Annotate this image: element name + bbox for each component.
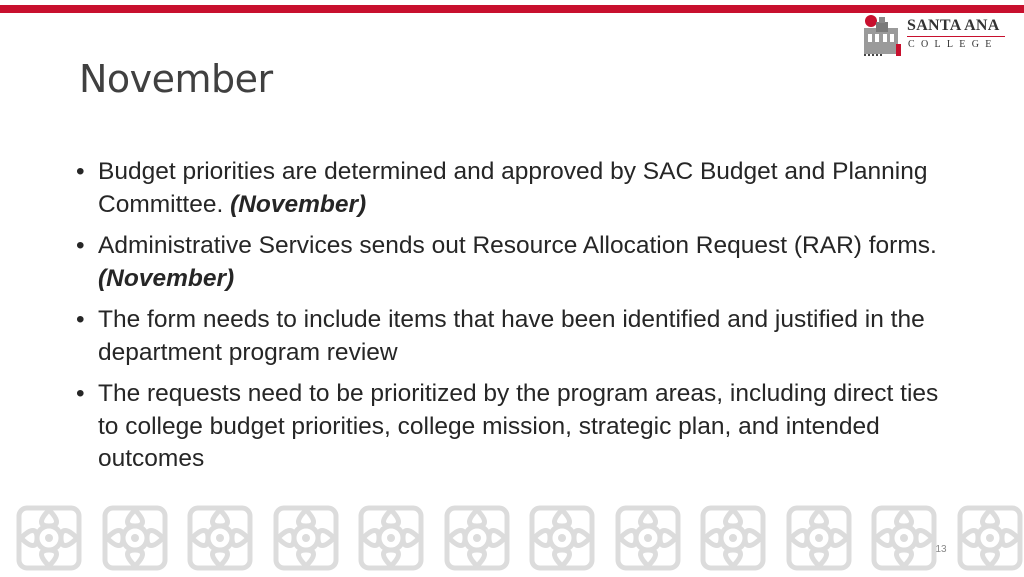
- bullet-item: [76, 378, 956, 476]
- top-accent-bar: [0, 5, 1024, 13]
- decorative-tile-icon: [870, 504, 938, 572]
- bullet-text: The form needs to include items that have been identified and justified in the department program review: [98, 306, 925, 366]
- decorative-footer-pattern: [0, 500, 1024, 576]
- bullet-item: [76, 304, 956, 369]
- decorative-tile-icon: [357, 504, 425, 572]
- bullet-item: [76, 156, 956, 221]
- decorative-tile-icon: [699, 504, 767, 572]
- decorative-tile-icon: [15, 504, 83, 572]
- bullet-emphasis: (November): [98, 264, 235, 292]
- bullet-marker: •: [76, 306, 85, 333]
- bullet-text: Budget priorities are determined and approved by SAC Budget and Planning Committee.: [98, 158, 928, 218]
- bullet-marker: •: [76, 158, 85, 185]
- bullet-text: The requests need to be prioritized by the program areas, including direct ties to college budget priorities, college mission, strategic plan, and intended outcomes: [98, 380, 939, 472]
- decorative-tile-icon: [443, 504, 511, 572]
- bullet-item: [76, 230, 956, 295]
- logo-subtitle: COLLEGE: [908, 39, 998, 50]
- decorative-tile-icon: [272, 504, 340, 572]
- logo-rule: [907, 36, 1005, 37]
- bullet-text: Administrative Services sends out Resource Allocation Request (RAR) forms.: [98, 232, 937, 259]
- decorative-tile-icon: [101, 504, 169, 572]
- decorative-tile-icon: [528, 504, 596, 572]
- decorative-tile-icon: [956, 504, 1024, 572]
- bullet-marker: •: [76, 232, 85, 259]
- slide-title: November: [79, 57, 273, 101]
- logo-name: SANTA ANA: [907, 17, 1000, 34]
- decorative-tile-icon: [785, 504, 853, 572]
- bullet-marker: •: [76, 380, 85, 407]
- bullet-list: [76, 156, 956, 485]
- decorative-tile-icon: [186, 504, 254, 572]
- bullet-emphasis: (November): [230, 190, 367, 218]
- college-logo: [862, 14, 1012, 60]
- decorative-tile-icon: [614, 504, 682, 572]
- college-building-icon: [862, 14, 904, 58]
- page-number: 13: [935, 544, 947, 555]
